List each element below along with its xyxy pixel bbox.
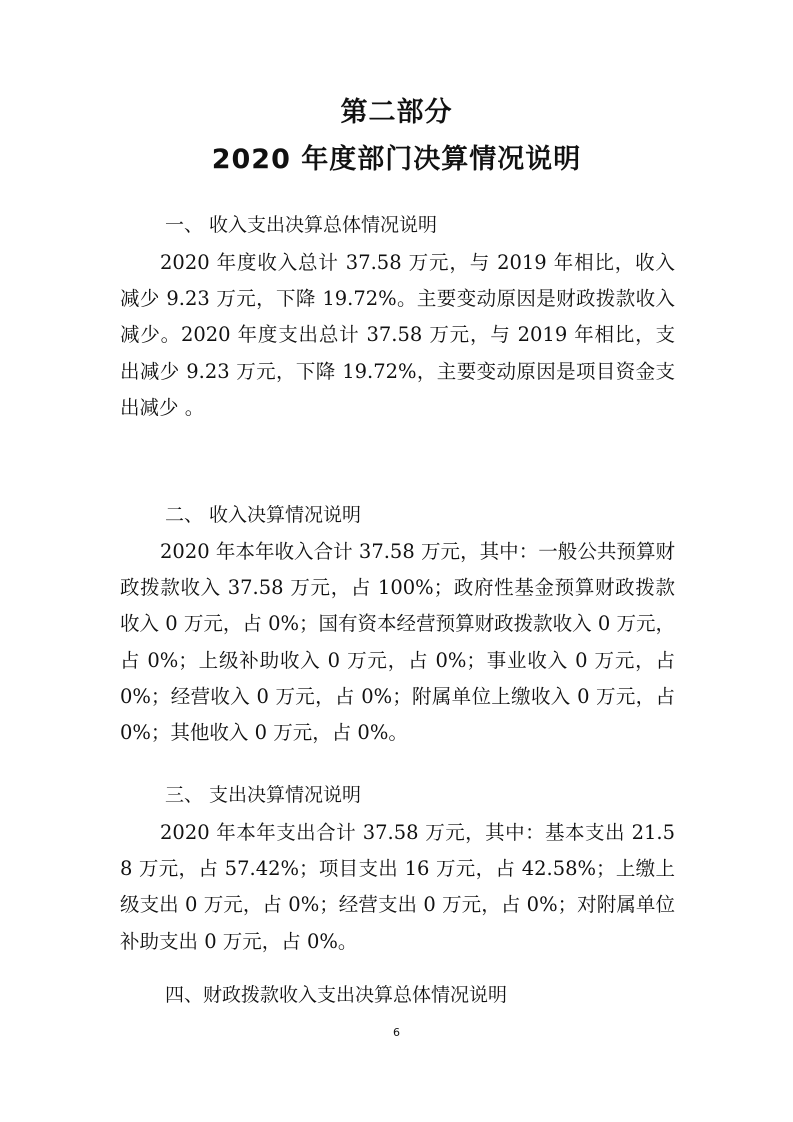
page-number: 6 — [393, 1026, 400, 1039]
section-body-2: 2020 年本年收入合计 37.58 万元，其中：一般公共预算财政拨款收入 37.58 万元，占 100%；政府性基金预算财政拨款收入 0 万元，占 0%；国有资本经营预算财政拨款收入 0 万元，占 0%；上级补助收入 0 万元，占 0%；事业收入 0 万元，占 0%；经营收入 0 万元，占 0%；附属单位上缴收入 0 万元，占 0%；其他收入 0 万元，占 0%。 — [120, 540, 675, 745]
section-body-3: 2020 年本年支出合计 37.58 万元，其中：基本支出 21.58 万元，占 57.42%；项目支出 16 万元，占 42.58%；上缴上级支出 0 万元，占 0%；经营支出 0 万元，占 0%；对附属单位补助支出 0 万元，占 0%。 — [120, 821, 675, 953]
section-heading-2: 二、 收入决算情况说明 — [165, 504, 362, 526]
section-body-1: 2020 年度收入总计 37.58 万元，与 2019 年相比，收入减少 9.23 万元，下降 19.72%。主要变动原因是财政拨款收入减少。2020 年度支出总计 37.58 万元，与 2019 年相比，支出减少 9.23 万元，下降 19.72%，主要变动原因是项目资金支出减少 。 — [120, 251, 675, 419]
section-heading-3: 三、 支出决算情况说明 — [165, 784, 362, 806]
section-heading-4: 四、财政拨款收入支出决算总体情况说明 — [165, 984, 508, 1006]
title-line-1: 第二部分 — [340, 97, 453, 128]
title-line-2: 2020 年度部门决算情况说明 — [211, 144, 582, 175]
section-heading-1: 一、 收入支出决算总体情况说明 — [165, 214, 438, 236]
